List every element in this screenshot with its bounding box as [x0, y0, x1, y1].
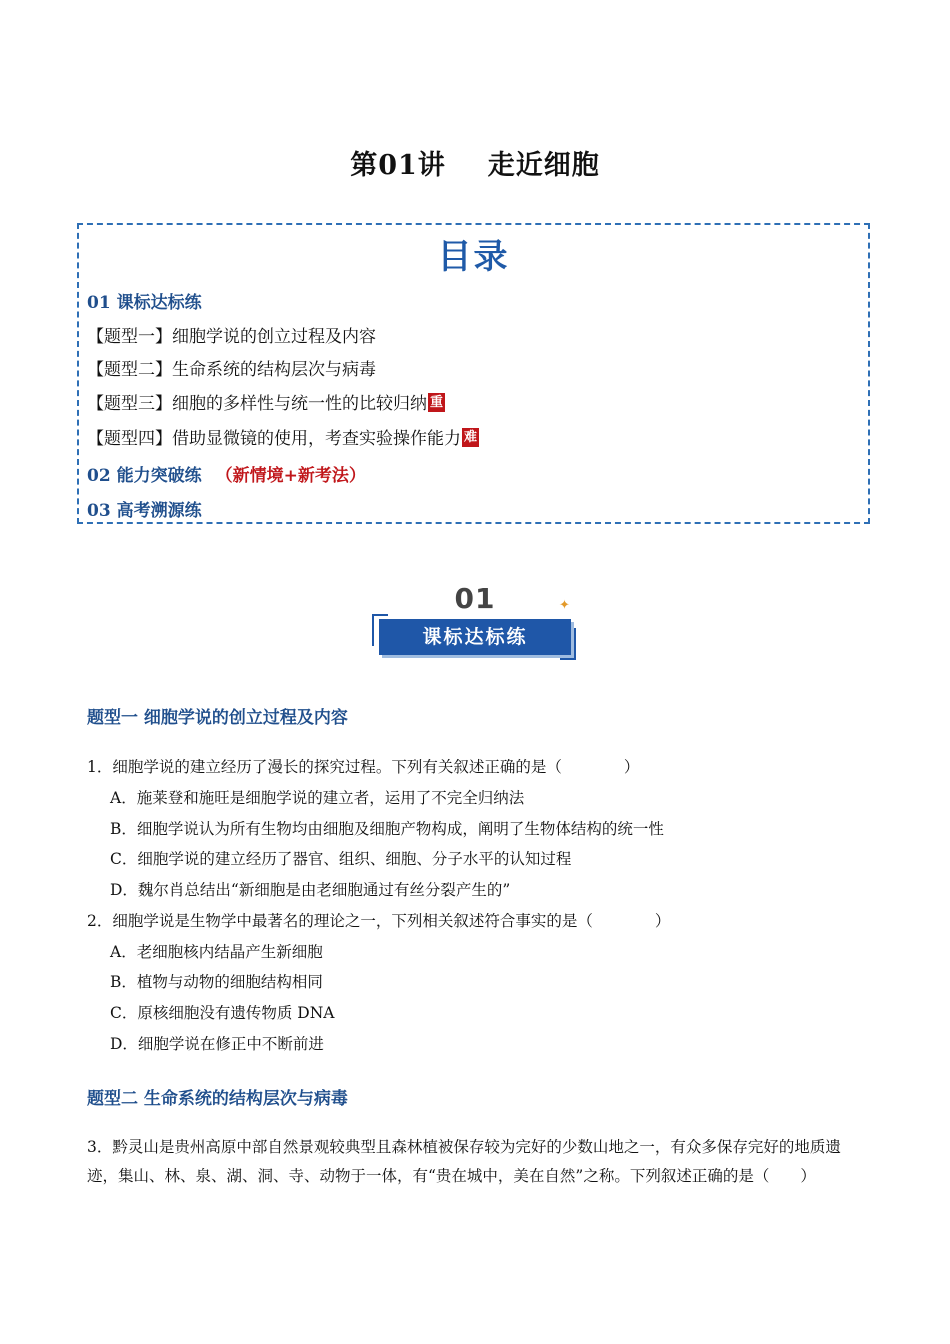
toc-item-1[interactable] [87, 322, 376, 347]
difficult-badge: 难 [464, 430, 478, 445]
toc-item-4[interactable] [87, 424, 479, 449]
question-1-option-d: D．魏尔肖总结出“新细胞是由老细胞通过有丝分裂产生的” [110, 881, 511, 899]
toc-item-3[interactable] [87, 389, 445, 414]
toc-section-2-note: （新情境+新考法） [215, 466, 366, 486]
toc-heading: 目录 [437, 237, 510, 277]
lecture-number: 第01讲 [350, 150, 446, 181]
section-banner [368, 582, 582, 664]
question-1-option-b: B．细胞学说认为所有生物均由细胞及细胞产物构成，阐明了生物体结构的统一性 [110, 820, 664, 838]
toc-section-2[interactable] [87, 461, 366, 486]
question-2-option-b: B．植物与动物的细胞结构相同 [110, 973, 323, 991]
question-2-option-c: C．原核细胞没有遗传物质 DNA [110, 1004, 335, 1022]
toc-item-label: 【题型三】细胞的多样性与统一性的比较归纳 [87, 394, 427, 414]
question-2-option-a: A．老细胞核内结晶产生新细胞 [110, 943, 323, 961]
question-3-stem: 3．黔灵山是贵州高原中部自然景观较典型且森林植被保存较为完好的少数山地之一，有众多保存完好的地质遗迹，集山、林、泉、湖、洞、寺、动物于一体，有“贵在城中，美在自然”之称。下列叙述正确的是（ ） [87, 1138, 841, 1185]
toc-item-label: 【题型一】细胞学说的创立过程及内容 [87, 327, 376, 347]
question-1-option-a: A．施莱登和施旺是细胞学说的建立者，运用了不完全归纳法 [110, 789, 525, 807]
section-1-title: 题型一 细胞学说的创立过程及内容 [87, 708, 348, 728]
question-1-option-c: C．细胞学说的建立经历了器官、组织、细胞、分子水平的认知过程 [110, 850, 572, 868]
toc-section-3[interactable]: 03 高考溯源练 [87, 501, 202, 521]
page-title [0, 143, 950, 182]
toc-item-label: 【题型四】借助显微镜的使用，考查实验操作能力 [87, 429, 461, 449]
section-2-title: 题型二 生命系统的结构层次与病毒 [87, 1089, 348, 1109]
banner-label: 课标达标练 [379, 619, 571, 655]
toc-section-1[interactable]: 01 课标达标练 [87, 293, 202, 313]
lecture-topic: 走近细胞 [487, 150, 600, 181]
question-2-option-d: D．细胞学说在修正中不断前进 [110, 1035, 324, 1053]
toc-section-2-label: 02 能力突破练 [87, 466, 202, 486]
table-of-contents [77, 223, 870, 524]
toc-item-label: 【题型二】生命系统的结构层次与病毒 [87, 360, 376, 380]
banner-number: 01 [454, 582, 496, 615]
key-badge: 重 [430, 395, 444, 410]
question-1-stem: 1．细胞学说的建立经历了漫长的探究过程。下列有关叙述正确的是（ ） [87, 758, 640, 776]
question-2-stem: 2．细胞学说是生物学中最著名的理论之一，下列相关叙述符合事实的是（ ） [87, 912, 671, 930]
toc-item-2[interactable] [87, 355, 376, 380]
sparkle-icon: ✦ [559, 598, 570, 613]
